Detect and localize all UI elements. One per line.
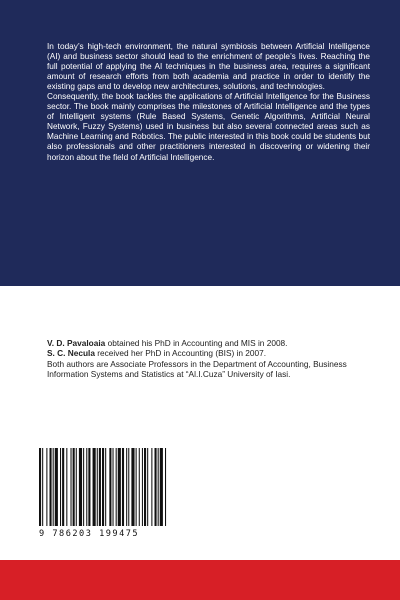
- barcode-bar: [46, 448, 47, 526]
- author-1-line: [47, 338, 377, 348]
- author-1-name: V. D. Pavaloaia: [47, 338, 106, 348]
- back-cover-blurb: [47, 42, 370, 163]
- barcode-bar: [86, 448, 87, 526]
- barcode-bar: [71, 448, 72, 526]
- barcode-digits: 9 786203 199475: [39, 529, 140, 539]
- barcode-bar: [102, 448, 104, 526]
- barcode-bar: [50, 448, 52, 526]
- author-affiliation: Both authors are Associate Professors in the Department of Accounting, Business Information Systems and Statistics at “Al.I.Cuza” University of Iasi.: [47, 358, 347, 380]
- barcode-bar: [128, 448, 129, 526]
- barcode-bar: [160, 448, 163, 526]
- barcode-bar: [139, 448, 140, 526]
- barcode-bar: [113, 448, 114, 526]
- barcode-bar: [83, 448, 84, 526]
- author-info: [47, 338, 377, 380]
- barcode-bar: [144, 448, 146, 526]
- barcode-bar: [147, 448, 148, 526]
- barcode-bar: [97, 448, 98, 526]
- author-2-name: S. C. Necula: [47, 348, 95, 359]
- barcode-bar: [62, 448, 64, 526]
- barcode-bar: [158, 448, 159, 526]
- barcode-bar: [93, 448, 96, 526]
- barcode-bar: [66, 448, 67, 526]
- blurb-panel: [0, 0, 400, 286]
- barcode-bar: [109, 448, 111, 526]
- barcode-bar: [116, 448, 117, 526]
- author-2-bio: received her PhD in Accounting (BIS) in 2007.: [94, 348, 267, 359]
- barcode-bar: [105, 448, 106, 526]
- barcode-bar: [99, 448, 101, 526]
- barcode-bar: [122, 448, 124, 526]
- author-2-line: [47, 348, 377, 358]
- barcode-bar: [165, 448, 166, 526]
- barcode-bar: [151, 448, 152, 526]
- blurb-paragraph-1: In today’s high-tech environment, the natural symbiosis between Artificial Intelligence (AI) and business sector should lead to the enrichment of people’s lives. Reaching the full potential of applying the AI techniques in the business area, requires a significant amount of research efforts from both academia and practice in order to identify the existing gaps and to develop new architectures, solutions, and technologies.: [47, 42, 370, 92]
- barcode-bar: [53, 448, 54, 526]
- barcode-bar: [42, 448, 43, 526]
- barcode-bar: [136, 448, 137, 526]
- barcode-bar: [79, 448, 82, 526]
- barcode-bar: [142, 448, 143, 526]
- barcode-bar: [60, 448, 61, 526]
- barcode-bar: [131, 448, 134, 526]
- isbn-barcode: [33, 446, 173, 542]
- bottom-color-band: [0, 560, 400, 600]
- barcode-bar: [76, 448, 77, 526]
- barcode-bar: [155, 448, 157, 526]
- barcode-bar: [118, 448, 121, 526]
- barcode-bar: [88, 448, 90, 526]
- barcode-bars: [33, 446, 173, 530]
- blurb-paragraph-2: Consequently, the book tackles the applications of Artificial Intelligence for the Business sector. The book mainly comprises the milestones of Artificial Intelligence and the types of Intelligent systems (Rule Based Systems, Genetic Algorithms, Artificial Neural Network, Fuzzy Systems) used in business but also several connected areas such as Machine Learning and Robotics. The public interested in this book could be students but also professionals and other practitioners interested in discovering or widening their horizon about the field of Artificial Intelligence.: [47, 92, 370, 162]
- author-1-bio: obtained his PhD in Accounting and MIS in 2008.: [105, 338, 288, 348]
- barcode-bar: [55, 448, 58, 526]
- barcode-bar: [73, 448, 75, 526]
- barcode-bar: [126, 448, 127, 526]
- barcode-bar: [39, 448, 41, 526]
